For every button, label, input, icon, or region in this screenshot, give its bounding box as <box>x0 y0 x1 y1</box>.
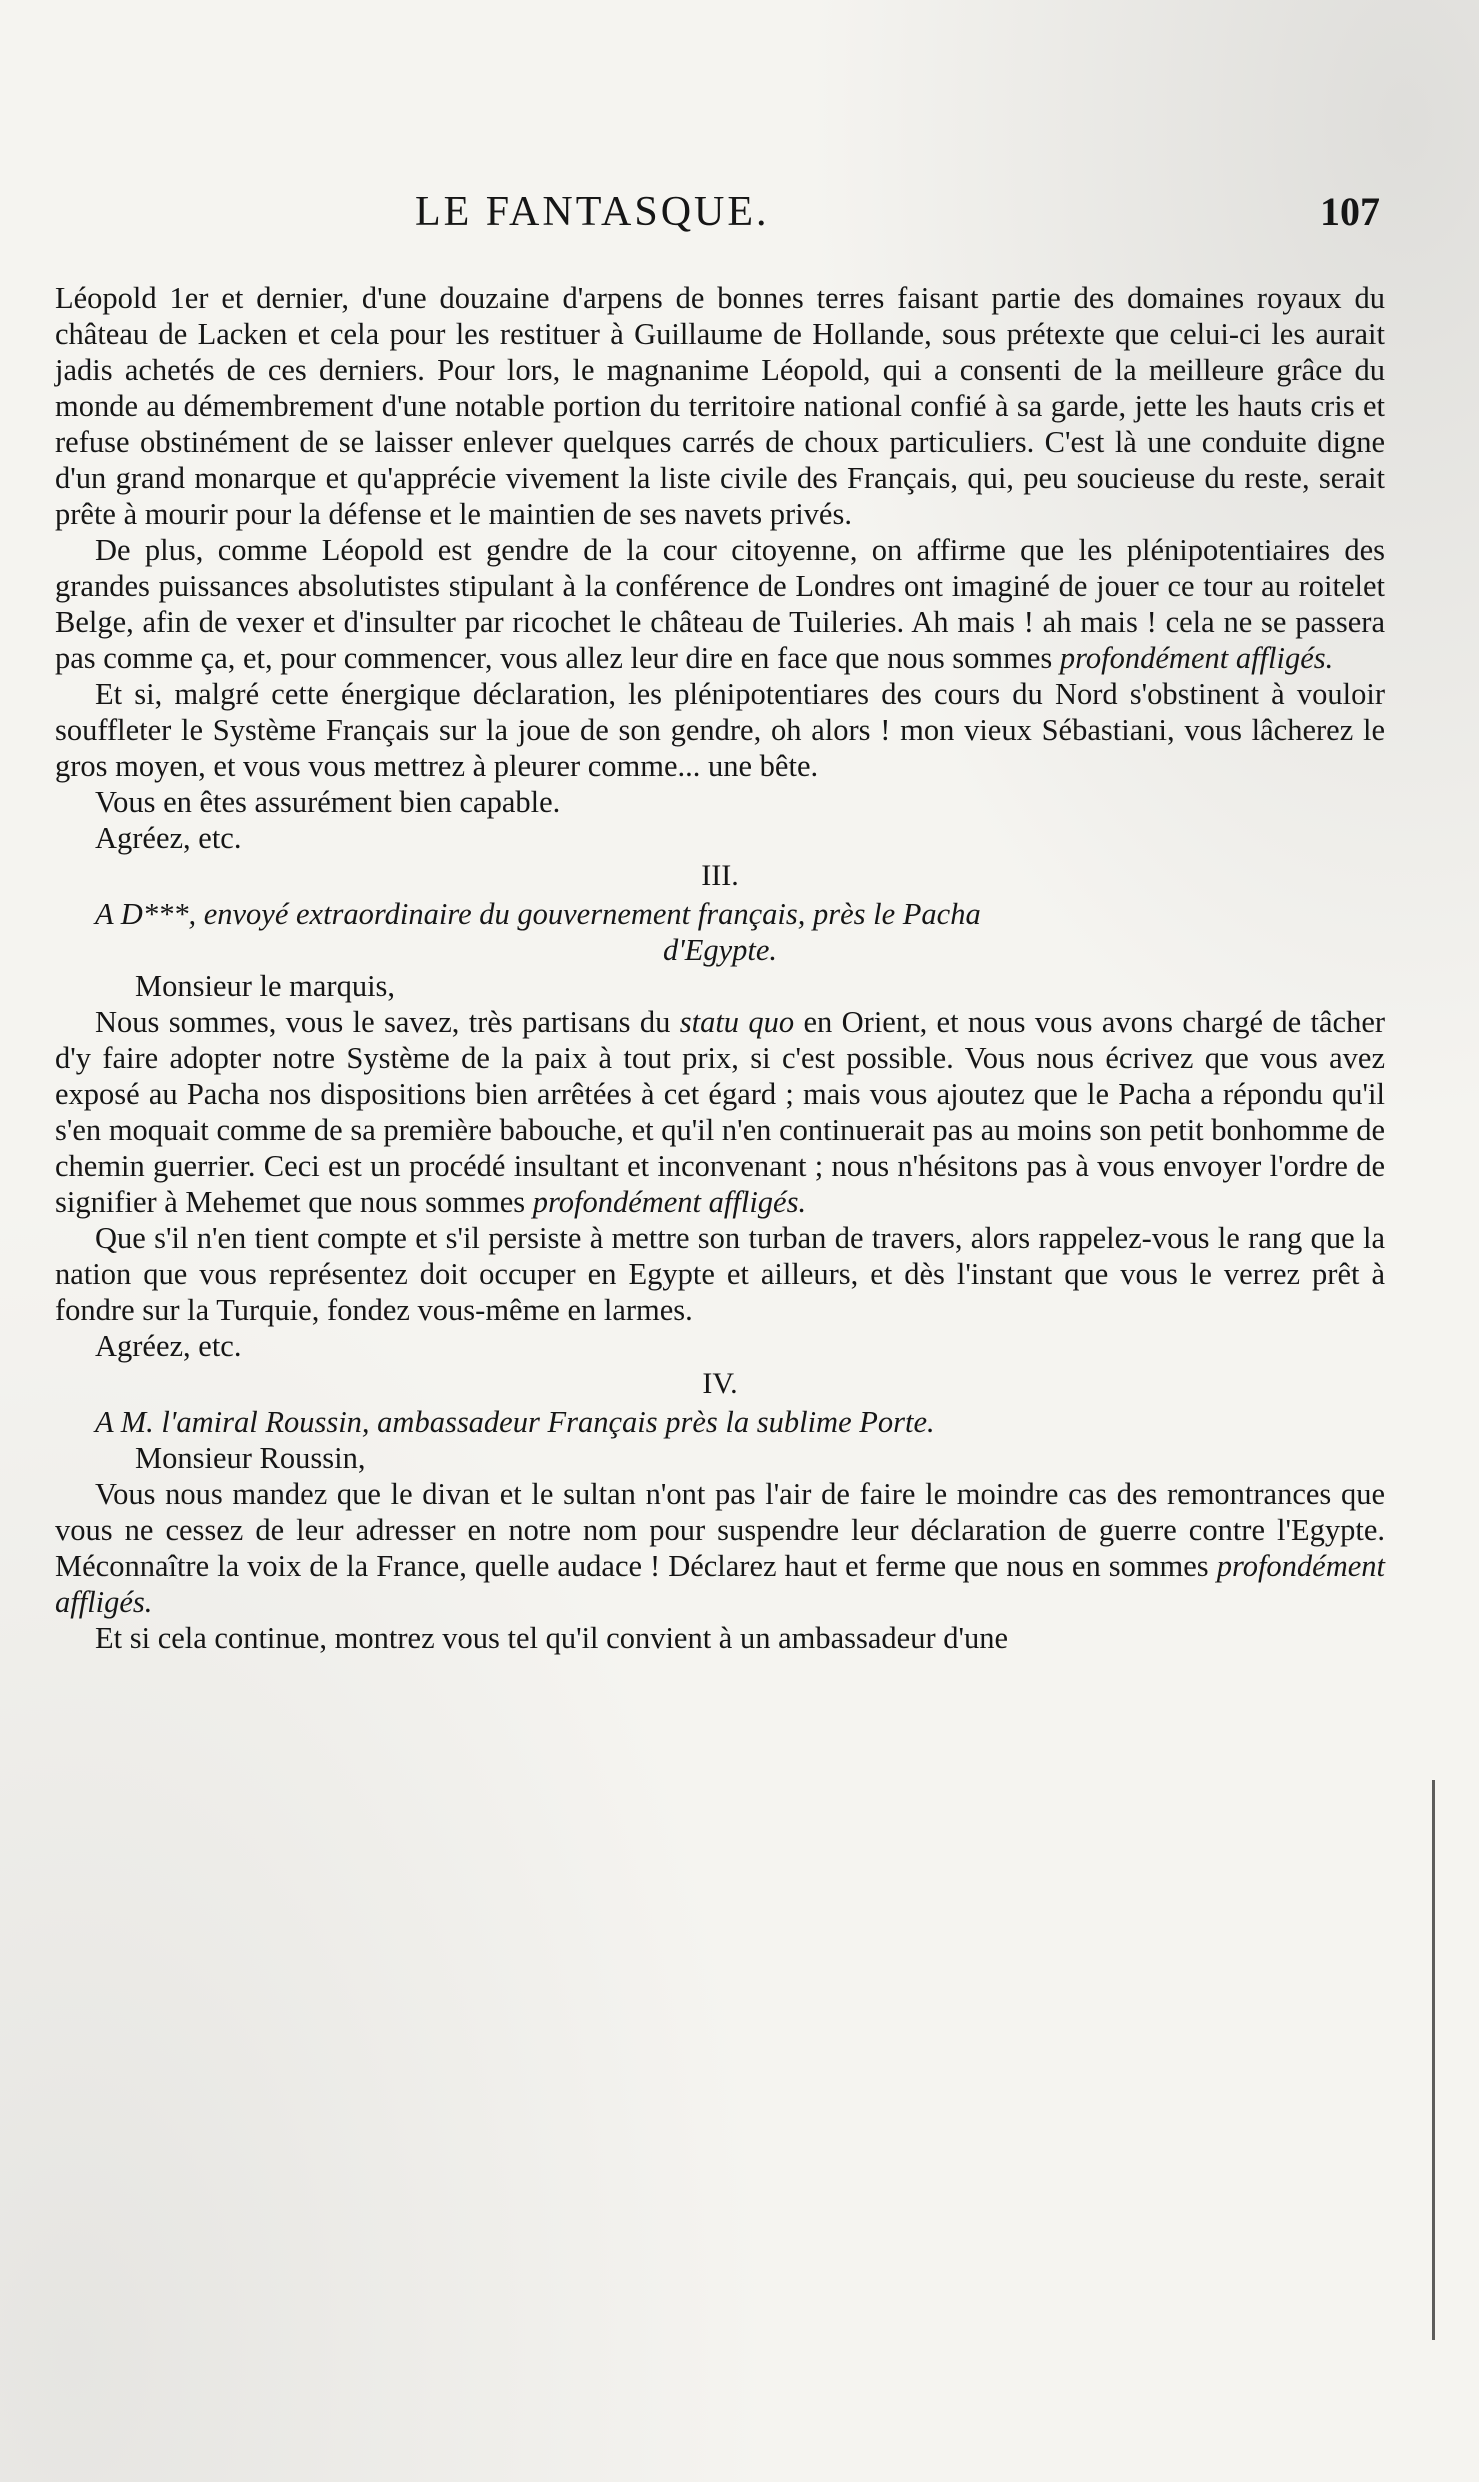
emphasis: statu quo <box>679 1005 795 1039</box>
letter-address: A D***, envoyé extraordinaire du gouvernement français, près le Pacha <box>95 897 981 931</box>
paragraph-text: Nous sommes, vous le savez, très partisans du <box>95 1005 671 1039</box>
salutation: Monsieur Roussin, <box>135 1441 366 1475</box>
body-text <box>55 280 1385 1656</box>
closing: Agréez, etc. <box>95 821 242 855</box>
paragraph <box>55 532 1385 676</box>
paragraph-text: Vous nous mandez que le divan et le sultan n'ont pas l'air de faire le moindre cas des remontrances que vous ne cessez de leur adresser en notre nom pour suspendre leur déclaration de guerre contre l'Egypte. Méconnaître la voix de la France, quelle audace ! Déclarez haut et ferme que nous en sommes <box>55 1477 1385 1583</box>
closing: Agréez, etc. <box>95 1329 242 1363</box>
letter-address-continued: d'Egypte. <box>662 933 778 967</box>
emphasis: profondément affligés. <box>532 1185 807 1219</box>
paragraph: Vous en êtes assurément bien capable. <box>95 785 561 819</box>
paragraph: Et si cela continue, montrez vous tel qu'il convient à un ambassadeur d'une <box>95 1621 1009 1655</box>
paragraph <box>55 1004 1385 1220</box>
emphasis: profondément affligés. <box>1059 641 1334 675</box>
margin-rule <box>1432 1780 1435 2340</box>
section-numeral: III. <box>701 859 739 892</box>
paragraph <box>55 1476 1385 1620</box>
paragraph: Que s'il n'en tient compte et s'il persiste à mettre son turban de travers, alors rappelez-vous le rang que la nation que vous représentez doit occuper en Egypte et ailleurs, et dès l'instant que vous le verrez prêt à fondre sur la Turquie, fondez vous-même en larmes. <box>55 1221 1385 1327</box>
paragraph-text: De plus, comme Léopold est gendre de la cour citoyenne, on affirme que les plénipotentiaires des grandes puissances absolutistes stipulant à la conférence de Londres ont imaginé de jouer ce tour au roitelet Belge, afin de vexer et d'insulter par ricochet le château de Tuileries. Ah mais ! ah mais ! cela ne se passera pas comme ça, et, pour commencer, vous allez leur dire en face que nous sommes <box>55 533 1385 675</box>
paragraph: Léopold 1er et dernier, d'une douzaine d'arpens de bonnes terres faisant partie des domaines royaux du château de Lacken et cela pour les restituer à Guillaume de Hollande, sous prétexte que celui-ci les aurait jadis achetés de ces derniers. Pour lors, le magnanime Léopold, qui a consenti de la meilleure grâce du monde au démembrement d'une notable portion du territoire national confié à sa garde, jette les hauts cris et refuse obstinément de se laisser enlever quelques carrés de choux particuliers. C'est là une conduite digne d'un grand monarque et qu'apprécie vivement la liste civile des Français, qui, peu soucieuse du reste, serait prête à mourir pour la défense et le maintien de ses navets privés. <box>55 281 1385 531</box>
section-numeral: IV. <box>702 1367 738 1400</box>
page-number: 107 <box>1320 189 1380 234</box>
paragraph-text: en Orient, et nous vous avons chargé de tâcher d'y faire adopter notre Système de la paix à tout prix, si c'est possible. Vous nous écrivez que vous avez exposé au Pacha nos dispositions bien arrêtées à cet égard ; mais vous ajoutez que le Pacha a répondu qu'il s'en moquait comme de sa première babouche, et qu'il n'en continuerait pas au moins son petit bonhomme de chemin guerrier. Ceci est un procédé insultant et inconvenant ; nous n'hésitons pas à vous envoyer l'ordre de signifier à Mehemet que nous sommes <box>55 1005 1386 1219</box>
paragraph: Et si, malgré cette énergique déclaration, les plénipotentiares des cours du Nord s'obstinent à vouloir souffleter le Système Français sur la joue de son gendre, oh alors ! mon vieux Sébastiani, vous lâcherez le gros moyen, et vous vous mettrez à pleurer comme... une bête. <box>55 677 1385 783</box>
running-title: LE FANTASQUE. <box>415 189 770 235</box>
page-header <box>60 188 1380 248</box>
emphasis: profondément affligés. <box>55 1549 1385 1619</box>
letter-address: A M. l'amiral Roussin, ambassadeur Français près la sublime Porte. <box>95 1405 935 1439</box>
salutation: Monsieur le marquis, <box>135 969 396 1003</box>
